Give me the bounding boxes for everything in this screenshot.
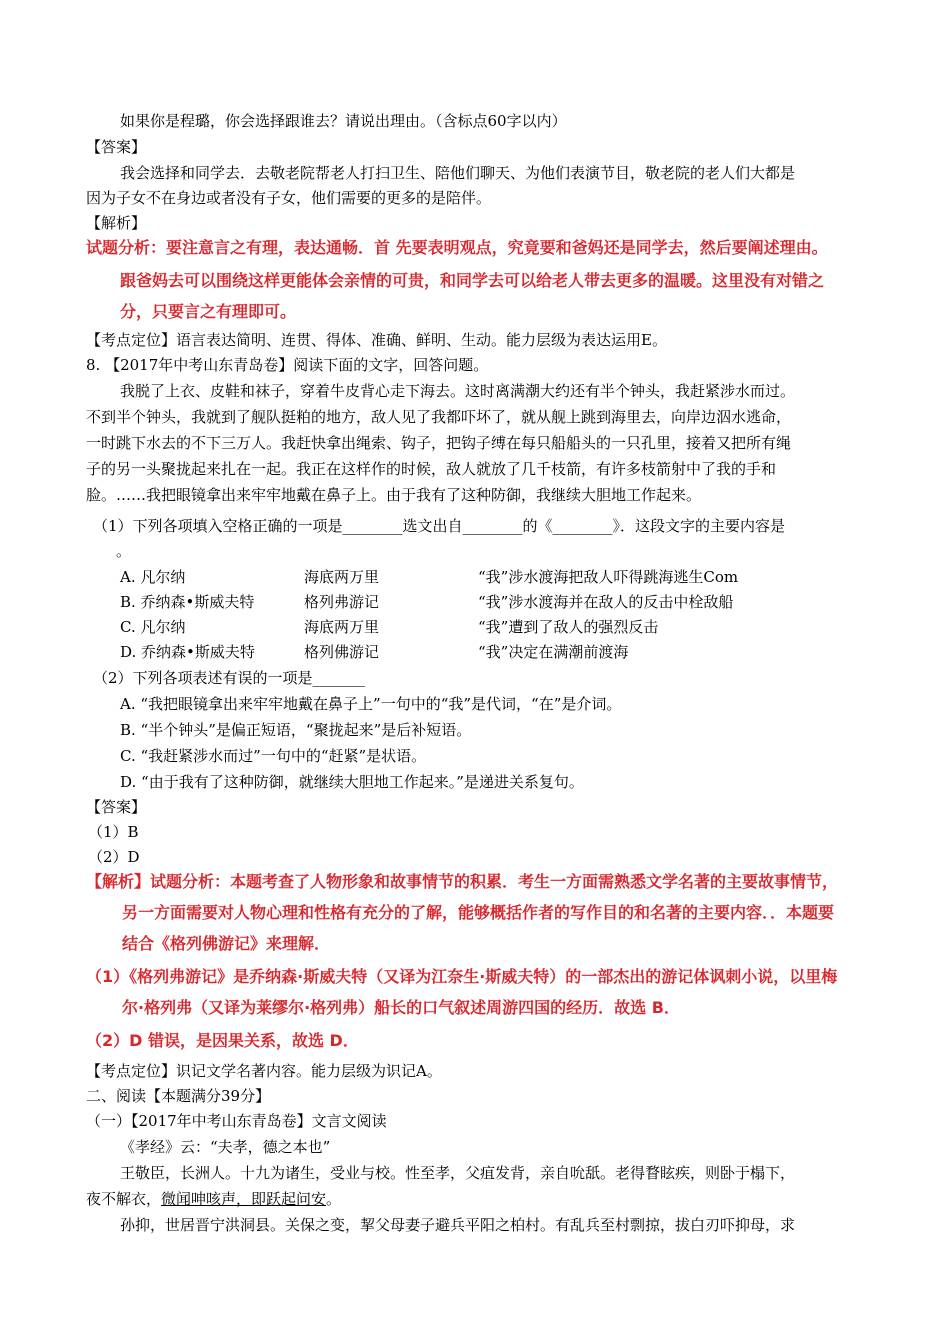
classical-text: 王敬臣，长洲人。十九为诸生，受业与校。性至孝，父疽发背，亲自吮舐。老得瞀眩疾，则卧于榻下，	[120, 1164, 796, 1182]
analysis-label: 【解析】	[86, 214, 147, 232]
option-c-author: C. 凡尔纳	[120, 618, 186, 636]
passage-line: 子的另一头聚拢起来扎在一起。我正在这样作的时候，敌人就放了几千枝箭，有许多枝箭射中了我的手和	[86, 460, 777, 478]
option-d-content: “我”决定在满潮前渡海	[478, 643, 629, 661]
analysis-label: 【解析】	[86, 872, 151, 891]
option-a-author: A. 凡尔纳	[120, 568, 186, 586]
option-b-book: 格列弗游记	[304, 593, 380, 611]
passage-line: 脸。……我把眼镜拿出来牢牢地戴在鼻子上。由于我有了这种防御，我继续大胆地工作起来。	[86, 486, 702, 504]
underlined-phrase: 微闻呻咳声，即跃起问安	[161, 1190, 327, 1208]
answer-text: 我会选择和同学去．去敬老院帮老人打扫卫生、陪他们聊天、为他们表演节目，敬老院的老人们大都是	[120, 164, 796, 182]
section-heading: 二、阅读【本题满分39分】	[86, 1087, 271, 1105]
subsection-heading: （一）【2017年中考山东青岛卷】文言文阅读	[86, 1112, 387, 1130]
passage-line: 不到半个钟头，我就到了舰队挺粕的地方，敌人见了我都吓坏了，就从舰上跳到海里去，向岸边泅水逃命，	[86, 408, 792, 426]
option-a-book: 海底两万里	[304, 568, 380, 586]
classical-text: 孙抑，世居晋宁洪洞县。关保之变，挈父母妻子避兵平阳之柏村。有乱兵至村剽掠，拔白刃吓抑母，求	[120, 1216, 796, 1234]
key-point: 【考点定位】语言表达简明、连贯、得体、准确、鲜明、生动。能力层级为表达运用E。	[86, 331, 667, 349]
analysis-intro: 试题分析：本题考查了人物形象和故事情节的积累．考生一方面需熟悉文学名著的主要故事情节，	[150, 872, 839, 891]
answer-2: （2）D	[88, 848, 140, 866]
question-8-heading: 8. 【2017年中考山东青岛卷】阅读下面的文字，回答问题。	[86, 356, 489, 374]
classical-text: 夜不解衣，微闻呻咳声，即跃起问安。	[86, 1190, 342, 1208]
option-d-book: 格列佛游记	[304, 643, 380, 661]
analysis-text	[86, 872, 838, 892]
sub-question-1: （1）下列各项填入空格正确的一项是________选文出自________的《________》．这段文字的主要内容是	[93, 517, 786, 535]
analysis-text: 另一方面需要对人物心理和性格有充分的了解，能够概括作者的写作目的和名著的主要内容．．本题要	[122, 903, 835, 922]
analysis-text: 跟爸妈去可以围绕这样更能体会亲情的可贵，和同学去可以给老人带去更多的温暖。这里没有对错之	[120, 271, 825, 290]
key-point: 【考点定位】识记文学名著内容。能力层级为识记A。	[86, 1062, 442, 1080]
analysis-text: （1）《格列弗游记》是乔纳森·斯威夫特（又译为江奈生·斯威夫特）的一部杰出的游记体讽刺小说，以里梅	[86, 967, 838, 986]
analysis-text: 试题分析：要注意言之有理，表达通畅．首 先要表明观点，究竟要和爸妈还是同学去，然后要阐述理由。	[86, 238, 828, 257]
option-b-content: “我”涉水渡海并在敌人的反击中栓敌船	[478, 593, 734, 611]
option-c-book: 海底两万里	[304, 618, 380, 636]
passage-line: 我脱了上衣、皮鞋和袜子，穿着牛皮背心走下海去。这时离满潮大约还有半个钟头，我赶紧涉水而过。	[120, 382, 796, 400]
sub-question-2-option-a: A. “我把眼镜拿出来牢牢地戴在鼻子上”一句中的“我”是代词，“在”是介词。	[120, 695, 622, 713]
question-prompt: 如果你是程璐，你会选择跟谁去？请说出理由。（含标点60字以内）	[120, 112, 567, 130]
sub-question-1-cont: 。	[116, 542, 132, 560]
option-a-content: “我”涉水渡海把敌人吓得跳海逃生Com	[478, 568, 739, 586]
analysis-text: 结合《格列佛游记》来理解．	[122, 934, 331, 953]
answer-1: （1）B	[88, 823, 139, 841]
sub-question-2: （2）下列各项表述有误的一项是_______	[93, 669, 366, 687]
analysis-text: （2）D 错误，是因果关系，故选 D．	[86, 1031, 359, 1050]
classical-title: 《孝经》云：“夫孝，德之本也”	[120, 1138, 331, 1156]
analysis-text: 尔·格列弗（又译为莱缪尔·格列弗）船长的口气叙述周游四国的经历．故选 B．	[122, 998, 680, 1017]
passage-line: 一时跳下水去的不下三万人。我赶快拿出绳索、钩子，把钩子缚在每只船船头的一只孔里，接着又把所有绳	[86, 434, 792, 452]
answer-text: 因为子女不在身边或者没有子女，他们需要的更多的是陪伴。	[86, 189, 492, 207]
sub-question-2-option-d: D. “由于我有了这种防御，就继续大胆地工作起来。”是递进关系复句。	[120, 773, 584, 791]
option-d-author: D. 乔纳森•斯威夫特	[120, 643, 255, 661]
sub-question-2-option-c: C. “我赶紧涉水而过”一句中的“赶紧”是状语。	[120, 747, 427, 765]
sub-question-2-option-b: B. “半个钟头”是偏正短语，“聚拢起来”是后补短语。	[120, 721, 472, 739]
answer-label: 【答案】	[86, 138, 147, 156]
option-b-author: B. 乔纳森•斯威夫特	[120, 593, 255, 611]
analysis-text: 分，只要言之有理即可。	[120, 302, 297, 321]
answer-label: 【答案】	[86, 798, 147, 816]
option-c-content: “我”遭到了敌人的强烈反击	[478, 618, 659, 636]
